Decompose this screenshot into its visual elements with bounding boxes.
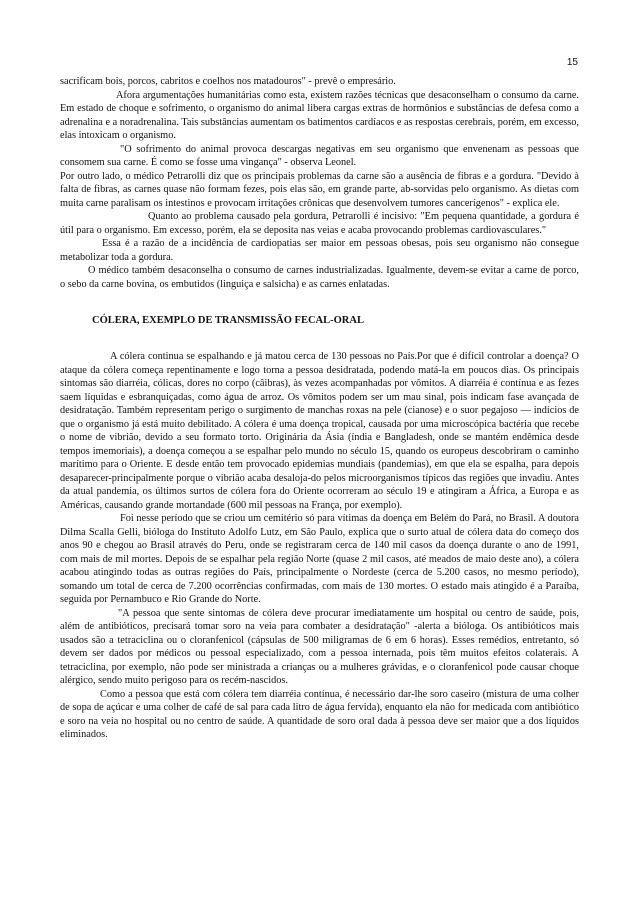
paragraph: sacrificam bois, porcos, cabritos e coelhos nos matadouros" - prevê o empresário. bbox=[60, 76, 396, 87]
section-heading: CÓLERA, EXEMPLO DE TRANSMISSÃO FECAL-ORAL bbox=[92, 315, 364, 326]
paragraph: "O sofrimento do animal provoca descargas negativas em seu organismo que envenenam as pessoas que consomem sua carne. É como se fosse uma vingança" - observa Leonel. bbox=[60, 143, 579, 168]
paragraph: Quanto ao problema causado pela gordura, Petrarolli é incisivo: "Em pequena quantidade, a gordura é útil para o organismo. Em excesso, porém, ela se deposita nas veias e acaba provocando problemas cardiovasculares." bbox=[60, 211, 579, 236]
article-text-bottom bbox=[60, 350, 579, 742]
paragraph: "A pessoa que sente sintomas de cólera deve procurar imediatamente um hospital ou centro de saúde, pois, além de antibióticos, precisará tomar soro na veia para combater a desidratação" -alerta a bióloga. Os antibióticos mais usados são a tetraciclina ou o cloranfenicol (cápsulas de 500 miligramas de 6 em 6 horas). Esses remédios, entretanto, só devem ser dados por médicos ou pessoal especializado, com a pessoa internada, pois têm muitos efeitos colaterais. A tetraciclina, por exemplo, não pode ser ministrada a crianças ou a mulheres grávidas, e o cloranfenicol pode causar choque alérgico, sendo muito perigoso para os recém-nascidos. bbox=[60, 607, 579, 686]
paragraph: Como a pessoa que está com cólera tem diarréia contínua, é necessário dar-lhe soro caseiro (mistura de uma colher de sopa de açúcar e uma colher de café de sal para cada litro de água fervida), enquanto ela não for medicada com antibiótico e soro na veia no hospital ou no centro de saúde. A quantidade de soro oral dada à pessoa deve ser maior que a dos líquidos eliminados. bbox=[60, 688, 579, 740]
paragraph: Afora argumentações humanitárias como esta, existem razões técnicas que desaconselham o consumo da carne. Em estado de choque e sofrimento, o organismo do animal libera cargas extras de hormônios e substâncias de defesa como a adrenalina e a noradrenalina. Tais substâncias aumentam os batimentos cardíacos e as respostas cerebrais, porém, em excesso, elas intoxicam o organismo. bbox=[60, 89, 579, 141]
paragraph: Foi nesse período que se criou um cemitério só para vítimas da doença em Belém do Pará, no Brasil. A doutora Dilma Scalla Gelli, bióloga do Instituto Adolfo Lutz, em São Paulo, explica que o surto atual de cólera data do começo dos anos 90 e chegou ao Brasil através do Peru, onde se registraram cerca de 140 mil casos da doença durante o ano de 1991, com mais de mil mortes. Depois de se espalhar pela região Norte (quase 2 mil casos, até meados de maio deste ano), a cólera acabou atingindo todas as outras regiões do País, principalmente o Nordeste (cerca de 5.200 casos, no mesmo período), somando um total de cerca de 7.200 ocorrências confirmadas, com mais de 130 mortes. O estado mais atingido é a Paraíba, seguida por Pernambuco e Rio Grande do Norte. bbox=[60, 513, 579, 605]
paragraph: A cólera continua se espalhando e já matou cerca de 130 pessoas no País.Por que é difícil controlar a doença? O ataque da cólera começa repentinamente e logo torna a pessoa desidratada, podendo matá-la em poucos dias. Os principais sintomas são diarréia, cólicas, dores no corpo (câibras), às vezes acompanhadas por vômitos. A diarréia é contínua e as fezes saem líquidas e esbranquiçadas, como água de arroz. Os vômitos podem ser um mau sinal, pois indicam fase avançada de desidratação. Também representam perigo o surgimento de manchas roxas na pele (cianose) e o suor pegajoso — indícios de que o organismo já está muito debilitado. A cólera é uma doença tropical, causada por uma microscópica bactéria que recebe o nome de vibrião, devido a seu formato torto. Originária da Ásia (índia e Bangladesh, onde se mantém endêmica desde tempos imemoriais), a doença começou a se espalhar pelo mundo no século 15, quando os europeus descobriram o caminho marítimo para o Oriente. E desde então tem provocado epidemias mundiais (pandemias), em que ela se espalha, para depois desaparecer-principalmente porque o vibrião acaba desaloja-do pelos microorganismos típicos das regiões que invadiu. Antes da atual pandemia, os últimos surtos de cólera fora do Oriente ocorreram ao século 19 e atingiram a África, a Europa e as Américas, causando grande mortandade (600 mil pessoas na França, por exemplo). bbox=[60, 351, 579, 511]
paragraph: O médico também desaconselha o consumo de carnes industrializadas. Igualmente, devem-se evitar a carne de porco, o sebo da carne bovina, os embutidos (linguiça e salsicha) e as carnes enlatadas. bbox=[60, 265, 579, 290]
paragraph: Essa é a razão de a incidência de cardiopatias ser maior em pessoas obesas, pois seu organismo não consegue metabolizar toda a gordura. bbox=[60, 238, 579, 263]
page-number: 15 bbox=[566, 57, 578, 68]
paragraph: Por outro lado, o médico Petrarolli diz que os principais problemas da carne são a ausência de fibras e a gordura. "Devido à falta de fibras, as carnes quase não formam fezes, pois elas são, em grande parte, ab-sorvidas pelo organismo. As dietas com muita carne paralisam os intestinos e provocam irritações crônicas que desenvolvem tumores cancerígenos" - explica ele. bbox=[60, 170, 579, 209]
article-text-top bbox=[60, 75, 579, 291]
